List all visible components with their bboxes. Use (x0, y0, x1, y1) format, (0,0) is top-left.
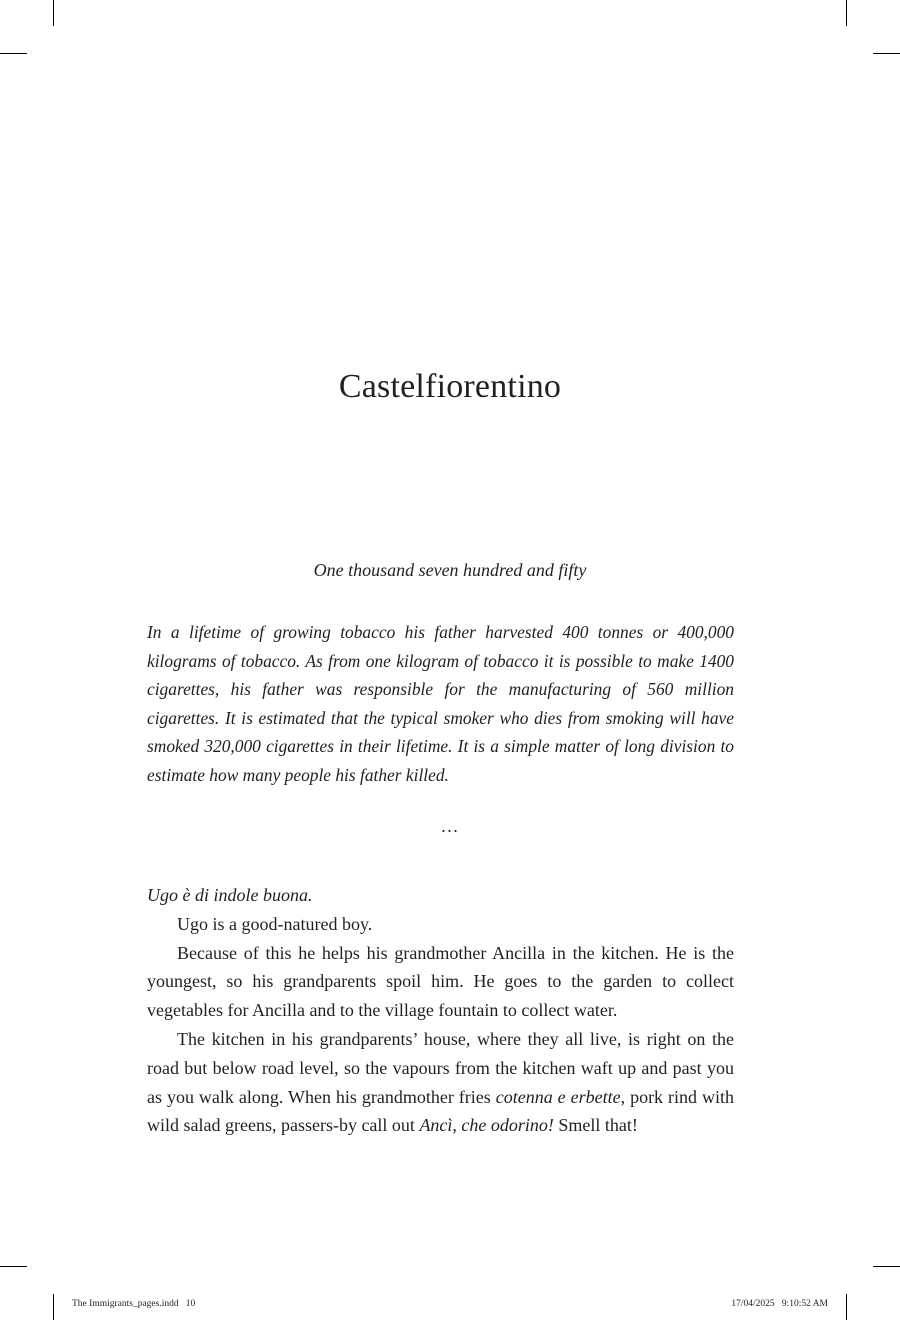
italian-phrase-anci: Ancì, che odorino! (419, 1115, 554, 1136)
crop-mark (0, 53, 27, 54)
crop-mark (873, 53, 900, 54)
italian-line: Ugo è di indole buona. (147, 885, 313, 905)
italian-phrase-cotenna: cotenna e erbette (495, 1086, 621, 1107)
crop-mark (873, 1266, 900, 1267)
paragraph-1: Ugo is a good-natured boy. (177, 913, 373, 934)
paragraph-3-part-1: The kitchen in his grandparents’ house, where they all live, is right on the road but below road level, so the vapours from the kitchen waft up and past you as you walk along. When his grandmother fries (147, 1028, 734, 1107)
epigraph-text: In a lifetime of growing tobacco his father harvested 400 tonnes or 400,000 kilograms of tobacco. As from one kilogram of tobacco it is possible to make 1400 cigarettes, his father was responsible for the manufacturing of 560 million cigarettes. It is estimated that the typical smoker who dies from smoking will have smoked 320,000 cigarettes in their lifetime. It is a simple matter of long division to estimate how many people his father killed. (147, 622, 734, 785)
paragraph-3-part-2: , pork rind with wild salad greens, passers-by call out (147, 1086, 734, 1136)
paragraph-3-part-3: Smell that! (553, 1115, 638, 1136)
crop-mark (53, 0, 54, 26)
crop-mark (53, 1294, 54, 1320)
epigraph-heading: One thousand seven hundred and fifty (313, 560, 587, 580)
body-text (147, 881, 734, 1140)
chapter-title: Castelfiorentino (338, 368, 562, 405)
paragraph-2: Because of this he helps his grandmother Ancilla in the kitchen. He is the youngest, so his grandparents spoil him. He goes to the garden to collect vegetables for Ancilla and to the village fountain to collect water. (147, 942, 734, 1021)
slug-timestamp: 17/04/2025 9:10:52 AM (731, 1299, 828, 1309)
paragraph-3 (147, 1025, 734, 1140)
crop-mark (846, 0, 847, 26)
slug-filename: The Immigrants_pages.indd 10 (72, 1299, 196, 1309)
crop-mark (0, 1266, 27, 1267)
crop-mark (846, 1294, 847, 1320)
section-separator: … (440, 816, 460, 836)
